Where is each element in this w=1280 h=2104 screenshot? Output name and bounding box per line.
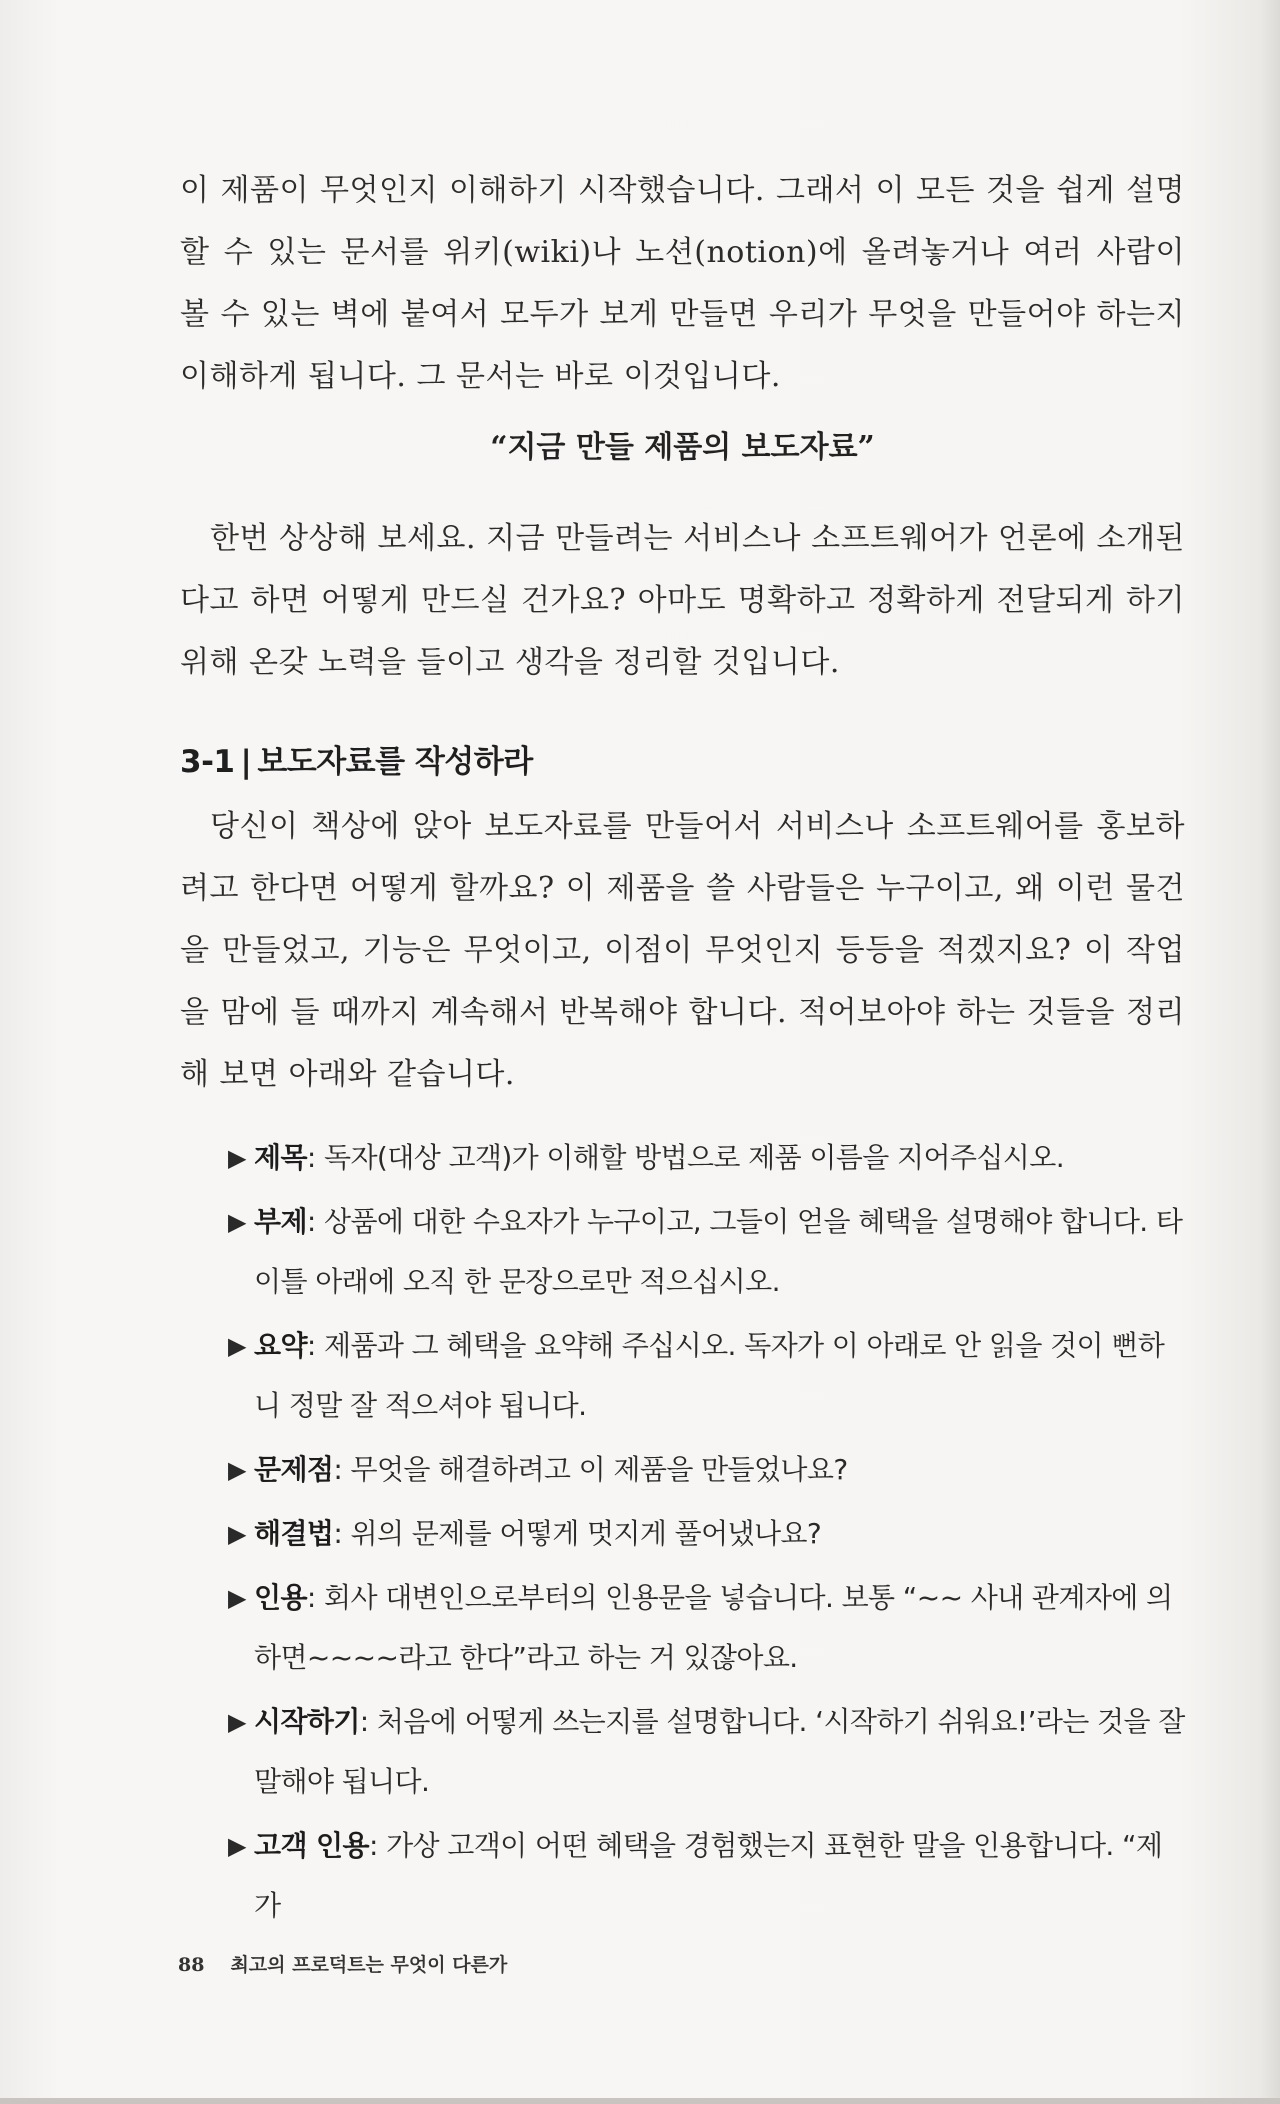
item-text: : 회사 대변인으로부터의 인용문을 넣습니다. 보통 “~~ 사내 관계자에 의하면~~~~라고 한다”라고 하는 거 있잖아요.: [254, 1581, 1173, 1674]
triangle-bullet-icon: ▶: [228, 1332, 246, 1360]
paragraph-imagine: 한번 상상해 보세요. 지금 만들려는 서비스나 소프트웨어가 언론에 소개된다고 하면 어떻게 만드실 건가요? 아마도 명확하고 정확하게 전달되게 하기 위해 온갖 노력을 들이고 생각을 정리할 것입니다.: [180, 521, 1185, 680]
book-title: 최고의 프로덕트는 무엇이 다른가: [230, 1954, 508, 1976]
item-text: : 처음에 어떻게 쓰는지를 설명합니다. ‘시작하기 쉬워요!’라는 것을 잘 말해야 됩니다.: [254, 1705, 1185, 1798]
item-term: 고객 인용: [254, 1829, 369, 1862]
list-item: [228, 1816, 1188, 1936]
list-item: [228, 1504, 1188, 1564]
item-text: : 위의 문제를 어떻게 멋지게 풀어냈나요?: [333, 1517, 822, 1550]
section-title: 보도자료를 작성하라: [257, 744, 533, 780]
item-term: 해결법: [254, 1517, 334, 1550]
item-text: : 제품과 그 혜택을 요약해 주십시오. 독자가 이 아래로 안 읽을 것이 뻔하니 정말 잘 적으셔야 됩니다.: [254, 1329, 1165, 1422]
item-term: 요약: [254, 1329, 307, 1362]
list-item: [228, 1568, 1188, 1688]
paragraph-intro: [180, 160, 1185, 408]
paragraph-intro-text: 이 제품이 무엇인지 이해하기 시작했습니다. 그래서 이 모든 것을 쉽게 설명할 수 있는 문서를 위키(wiki)나 노션(notion)에 올려놓거나 여러 사람이 볼 수 있는 벽에 붙여서 모두가 보게 만들면 우리가 무엇을 만들어야 하는지 이해하게 됩니다. 그 문서는 바로 이것입니다.: [180, 173, 1185, 394]
section-number: 3-1: [180, 744, 235, 780]
page-bottom-edge: [0, 2098, 1280, 2104]
item-text: : 가상 고객이 어떤 혜택을 경험했는지 표현한 말을 인용합니다. “제가: [254, 1829, 1163, 1922]
press-release-items: [228, 1128, 1188, 1940]
page-number: 88: [178, 1954, 205, 1976]
section-separator: |: [240, 744, 252, 780]
triangle-bullet-icon: ▶: [228, 1584, 246, 1612]
item-term: 인용: [254, 1581, 307, 1614]
list-item: [228, 1128, 1188, 1188]
page-footer: [178, 1950, 507, 1977]
item-text: : 무엇을 해결하려고 이 제품을 만들었나요?: [333, 1453, 848, 1486]
section-heading: [180, 736, 533, 781]
item-term: 시작하기: [254, 1705, 360, 1738]
item-term: 부제: [254, 1205, 307, 1238]
list-item: [228, 1192, 1188, 1312]
item-term: 제목: [254, 1141, 307, 1174]
item-text: : 독자(대상 고객)가 이해할 방법으로 제품 이름을 지어주십시오.: [306, 1141, 1064, 1174]
triangle-bullet-icon: ▶: [228, 1708, 246, 1736]
triangle-bullet-icon: ▶: [228, 1456, 246, 1484]
list-item: [228, 1692, 1188, 1812]
triangle-bullet-icon: ▶: [228, 1144, 246, 1172]
paragraph-press-release: 당신이 책상에 앉아 보도자료를 만들어서 서비스나 소프트웨어를 홍보하려고 한다면 어떻게 할까요? 이 제품을 쓸 사람들은 누구이고, 왜 이런 물건을 만들었고, 기능은 무엇이고, 이점이 무엇인지 등등을 적겠지요? 이 작업을 맘에 들 때까지 계속해서 반복해야 합니다. 적어보아야 하는 것들을 정리해 보면 아래와 같습니다.: [180, 809, 1185, 1092]
item-text: : 상품에 대한 수요자가 누구이고, 그들이 얻을 혜택을 설명해야 합니다. 타이틀 아래에 오직 한 문장으로만 적으십시오.: [254, 1205, 1183, 1298]
triangle-bullet-icon: ▶: [228, 1520, 246, 1548]
triangle-bullet-icon: ▶: [228, 1832, 246, 1860]
pull-quote: “지금 만들 제품의 보도자료”: [490, 430, 875, 465]
list-item: [228, 1440, 1188, 1500]
triangle-bullet-icon: ▶: [228, 1208, 246, 1236]
item-term: 문제점: [254, 1453, 334, 1486]
list-item: [228, 1316, 1188, 1436]
